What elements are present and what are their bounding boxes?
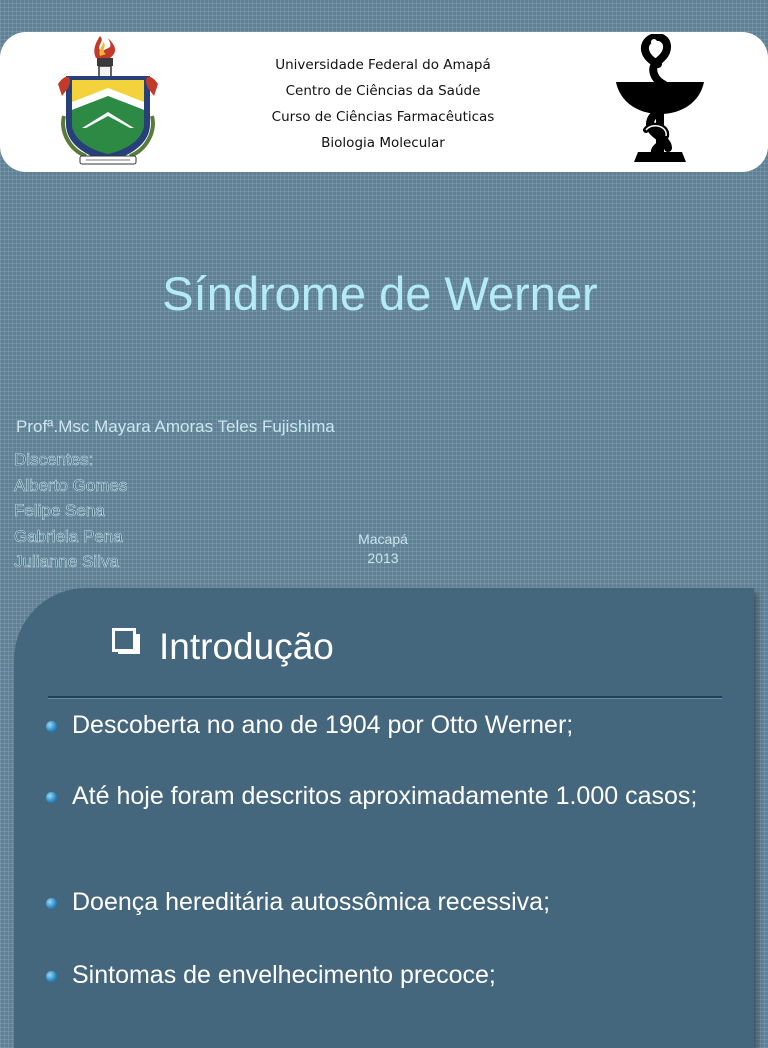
list-item: Até hoje foram descritos aproximadamente 1.000 casos; (46, 779, 736, 814)
content-panel (14, 588, 754, 1048)
bullet-icon (46, 721, 57, 732)
bullet-icon (46, 898, 57, 909)
section-heading: Introdução (159, 626, 334, 667)
bullet-icon (46, 971, 57, 982)
course-name: Curso de Ciências Farmacêuticas (271, 109, 495, 125)
students-list (14, 447, 127, 575)
list-item: Doença hereditária autossômica recessiva; (46, 885, 736, 920)
list-item: Sintomas de envelhecimento precoce; (46, 958, 736, 993)
center-name: Centro de Ciências da Saúde (285, 83, 481, 99)
institution-block (200, 52, 566, 156)
university-crest-icon (56, 32, 160, 168)
professor-name: Profª.Msc Mayara Amoras Teles Fujishima (16, 417, 335, 436)
checkbox-icon (106, 618, 146, 658)
header-banner (0, 32, 768, 172)
bowl-of-hygieia-icon (610, 34, 710, 168)
students-heading: Discentes: (14, 450, 94, 469)
year: 2013 (367, 550, 399, 566)
list-item: Descoberta no ano de 1904 por Otto Werner; (46, 708, 736, 743)
bullet-icon (46, 792, 57, 803)
place-date (330, 530, 436, 568)
student-name: Julianne Silva (14, 552, 119, 571)
page-title: Síndrome de Werner (162, 267, 598, 320)
student-name: Alberto Gomes (14, 475, 128, 495)
city: Macapá (358, 531, 408, 547)
student-name: Felipe Sena (14, 501, 105, 520)
student-name: Gabriela Pena (14, 526, 123, 546)
university-name: Universidade Federal do Amapá (275, 57, 491, 73)
subject-name: Biologia Molecular (321, 135, 445, 151)
section-divider (48, 696, 722, 699)
